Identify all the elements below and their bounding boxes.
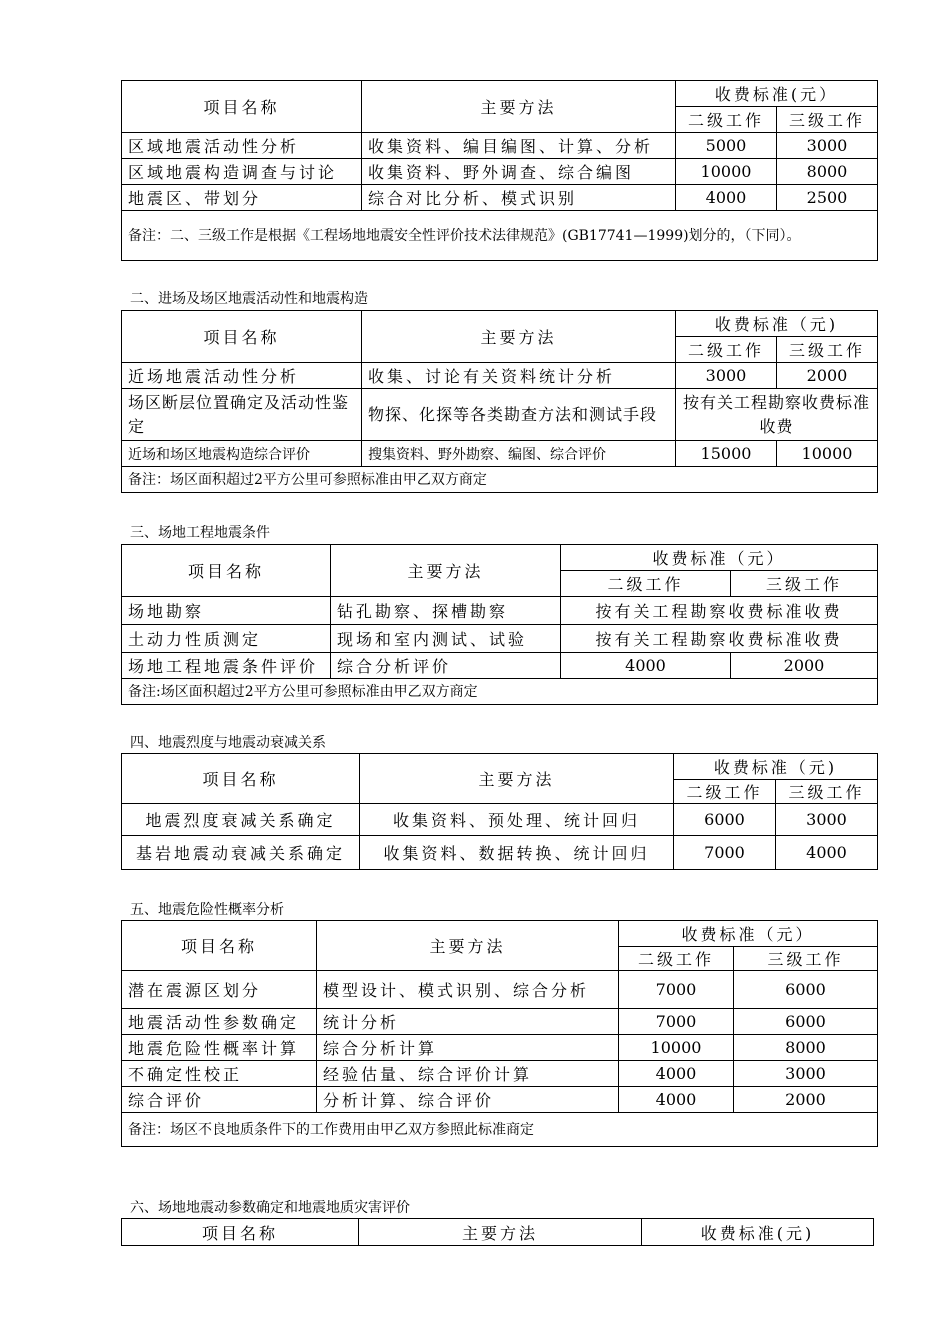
table-row	[122, 159, 878, 185]
row-fee-l2: 7000	[619, 971, 734, 1009]
table-row	[122, 1087, 878, 1113]
row-method: 收集资料、编目编图、计算、分析	[362, 133, 676, 159]
row-name: 土动力性质测定	[122, 625, 331, 653]
header-fee-standard: 收费标准(元)	[642, 1219, 874, 1246]
header-main-method: 主要方法	[360, 754, 674, 804]
table-row	[122, 653, 878, 679]
row-fee-l3: 3000	[734, 1061, 878, 1087]
header-main-method: 主要方法	[331, 545, 561, 597]
header-fee-standard: 收费标准（元)	[674, 754, 878, 780]
table-row	[122, 185, 878, 211]
row-method: 收集资料、数据转换、统计回归	[360, 836, 674, 870]
row-method: 收集、讨论有关资料统计分析	[362, 363, 676, 389]
row-fee-merged: 按有关工程勘察收费标准收费	[561, 625, 878, 653]
row-fee-l3: 2000	[777, 363, 878, 389]
header-main-method: 主要方法	[359, 1219, 642, 1246]
header-level-3: 三级工作	[734, 947, 878, 971]
row-fee-merged: 按有关工程勘察收费标准收费	[561, 597, 878, 625]
row-fee-l3: 2000	[731, 653, 878, 679]
row-name: 基岩地震动衰减关系确定	[122, 836, 360, 870]
row-method: 统计分析	[317, 1009, 619, 1035]
header-level-2: 二级工作	[676, 107, 777, 133]
table-row	[122, 133, 878, 159]
table-near-field	[121, 310, 878, 493]
row-name: 地震区、带划分	[122, 185, 362, 211]
row-method: 现场和室内测试、试验	[331, 625, 561, 653]
row-fee-l2: 10000	[619, 1035, 734, 1061]
header-level-2: 二级工作	[676, 337, 777, 363]
table-attenuation	[121, 753, 878, 870]
row-method: 综合分析计算	[317, 1035, 619, 1061]
row-fee-l3: 8000	[777, 159, 878, 185]
table-regional-seismic	[121, 80, 878, 261]
row-fee-l3: 3000	[777, 133, 878, 159]
row-fee-l3: 2500	[777, 185, 878, 211]
row-name: 地震烈度衰减关系确定	[122, 804, 360, 836]
row-name: 场地勘察	[122, 597, 331, 625]
row-name: 地震活动性参数确定	[122, 1009, 317, 1035]
row-name: 场区断层位置确定及活动性鉴定	[122, 389, 362, 441]
table-site-conditions	[121, 544, 878, 705]
table-row	[122, 1035, 878, 1061]
row-fee-merged: 按有关工程勘察收费标准收费	[676, 389, 878, 441]
header-fee-standard: 收费标准（元)	[676, 311, 878, 337]
table-row	[122, 389, 878, 441]
header-level-2: 二级工作	[619, 947, 734, 971]
header-fee-standard: 收费标准(元）	[676, 81, 878, 107]
table-probability-analysis	[121, 920, 878, 1147]
row-method: 综合分析评价	[331, 653, 561, 679]
header-project-name: 项目名称	[122, 545, 331, 597]
table-row	[122, 1061, 878, 1087]
row-name: 近场和场区地震构造综合评价	[122, 441, 362, 467]
row-name: 综合评价	[122, 1087, 317, 1113]
row-fee-l3: 6000	[734, 1009, 878, 1035]
row-fee-l2: 4000	[676, 185, 777, 211]
row-method: 搜集资料、野外勘察、编图、综合评价	[362, 441, 676, 467]
row-fee-l3: 10000	[777, 441, 878, 467]
section-title: 五、地震危险性概率分析	[130, 902, 284, 918]
row-method: 钻孔勘察、探槽勘察	[331, 597, 561, 625]
header-project-name: 项目名称	[122, 311, 362, 363]
row-fee-l3: 2000	[734, 1087, 878, 1113]
header-fee-standard: 收费标准（元）	[619, 921, 878, 947]
header-main-method: 主要方法	[362, 81, 676, 133]
row-name: 场地工程地震条件评价	[122, 653, 331, 679]
section-title: 六、场地地震动参数确定和地震地质灾害评价	[130, 1200, 410, 1216]
row-fee-l2: 6000	[674, 804, 776, 836]
row-method: 收集资料、野外调查、综合编图	[362, 159, 676, 185]
table-ground-motion-params	[121, 1218, 874, 1246]
table-row	[122, 441, 878, 467]
header-fee-standard: 收费标准（元）	[561, 545, 878, 571]
header-level-3: 三级工作	[777, 107, 878, 133]
table-row	[122, 804, 878, 836]
row-name: 地震危险性概率计算	[122, 1035, 317, 1061]
table-row	[122, 625, 878, 653]
table-row	[122, 1009, 878, 1035]
header-level-3: 三级工作	[776, 780, 878, 804]
table-row	[122, 597, 878, 625]
table-row	[122, 971, 878, 1009]
header-project-name: 项目名称	[122, 921, 317, 971]
row-name: 近场地震活动性分析	[122, 363, 362, 389]
table-row	[122, 363, 878, 389]
section-title: 二、进场及场区地震活动性和地震构造	[130, 291, 368, 307]
row-method: 综合对比分析、模式识别	[362, 185, 676, 211]
row-fee-l2: 7000	[619, 1009, 734, 1035]
table-note: 备注:场区面积超过2平方公里可参照标准由甲乙双方商定	[122, 679, 878, 705]
section-title: 四、地震烈度与地震动衰减关系	[130, 735, 326, 751]
table-note: 备注：二、三级工作是根据《工程场地地震安全性评价技术法律规范》(GB17741—1999)划分的，（下同）。	[122, 211, 878, 261]
row-method: 经验估量、综合评价计算	[317, 1061, 619, 1087]
row-fee-l2: 4000	[619, 1087, 734, 1113]
row-fee-l2: 5000	[676, 133, 777, 159]
header-project-name: 项目名称	[122, 81, 362, 133]
row-fee-l2: 4000	[619, 1061, 734, 1087]
row-method: 物探、化探等各类勘查方法和测试手段	[362, 389, 676, 441]
row-fee-l2: 4000	[561, 653, 731, 679]
row-name: 潜在震源区划分	[122, 971, 317, 1009]
row-fee-l3: 3000	[776, 804, 878, 836]
section-title: 三、场地工程地震条件	[130, 525, 270, 541]
row-fee-l2: 10000	[676, 159, 777, 185]
header-level-2: 二级工作	[674, 780, 776, 804]
row-fee-l2: 3000	[676, 363, 777, 389]
table-note: 备注：场区面积超过2平方公里可参照标准由甲乙双方商定	[122, 467, 878, 493]
row-fee-l2: 7000	[674, 836, 776, 870]
row-name: 区域地震活动性分析	[122, 133, 362, 159]
row-fee-l2: 15000	[676, 441, 777, 467]
header-project-name: 项目名称	[122, 754, 360, 804]
row-method: 收集资料、预处理、统计回归	[360, 804, 674, 836]
row-name: 区域地震构造调查与讨论	[122, 159, 362, 185]
table-note: 备注：场区不良地质条件下的工作费用由甲乙双方参照此标准商定	[122, 1113, 878, 1147]
table-row	[122, 836, 878, 870]
header-level-3: 三级工作	[731, 571, 878, 597]
header-level-2: 二级工作	[561, 571, 731, 597]
header-main-method: 主要方法	[317, 921, 619, 971]
row-fee-l3: 6000	[734, 971, 878, 1009]
row-method: 分析计算、综合评价	[317, 1087, 619, 1113]
row-fee-l3: 4000	[776, 836, 878, 870]
row-name: 不确定性校正	[122, 1061, 317, 1087]
row-method: 模型设计、模式识别、综合分析	[317, 971, 619, 1009]
header-main-method: 主要方法	[362, 311, 676, 363]
row-fee-l3: 8000	[734, 1035, 878, 1061]
header-project-name: 项目名称	[122, 1219, 359, 1246]
header-level-3: 三级工作	[777, 337, 878, 363]
